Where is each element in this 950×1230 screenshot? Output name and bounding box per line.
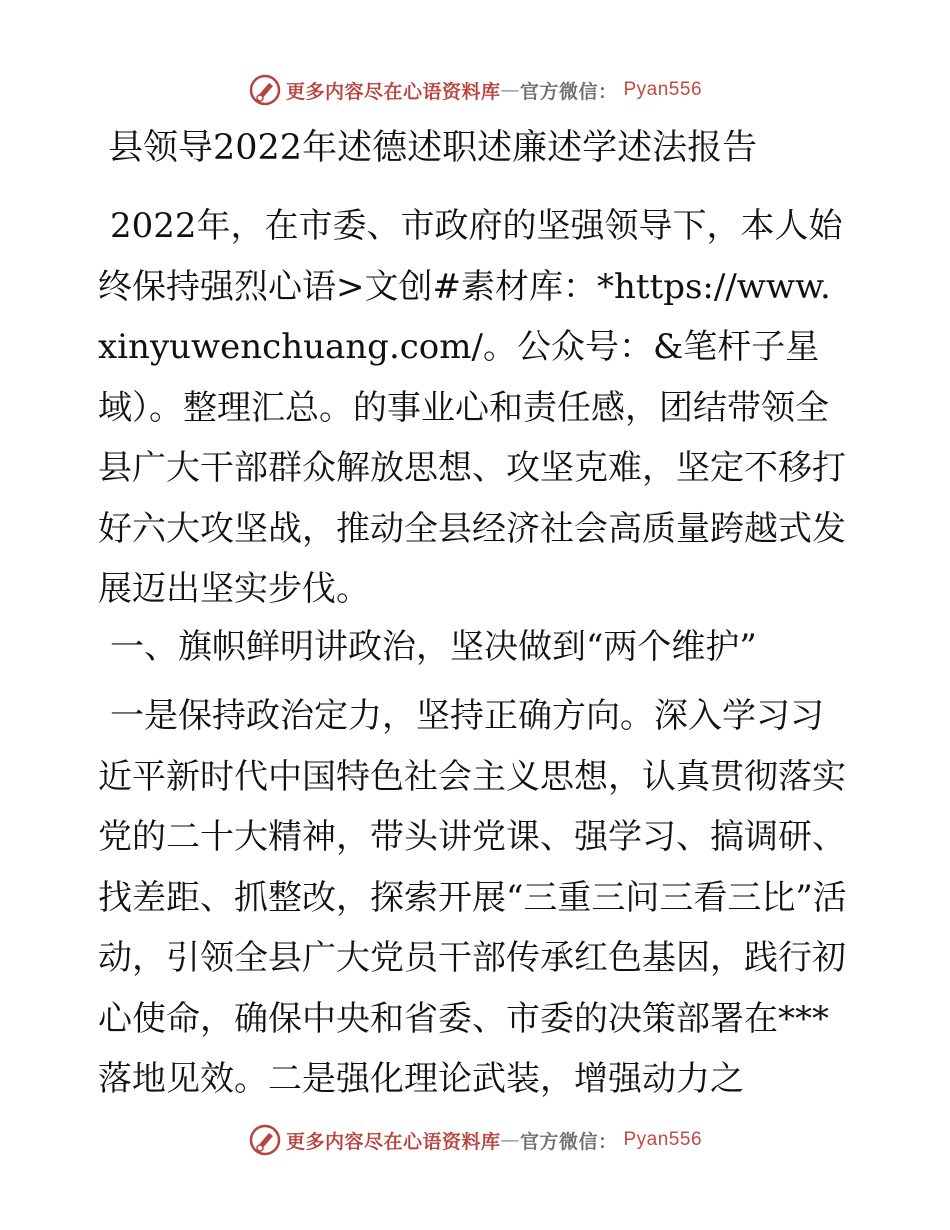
section-heading-1: 一、旗帜鲜明讲政治，坚决做到“两个维护” [110,627,757,667]
ink-pen-logo-icon [248,1123,282,1157]
body-paragraph-1: 2022年，在市委、市政府的坚强领导下，本人始终保持强烈心语>文创#素材库：*https://www.xinyuwenchuang.com/。公众号：&笔杆子星域）。整理汇总。的事业心和责任感，团结带领全县广大干部群众解放思想、攻坚克难，坚定不移打好六大攻坚战，推动全县经济社会高质量跨越式发展迈出坚实步伐。 [98,206,846,609]
ink-pen-logo-icon [248,73,282,107]
watermark-wechat-id: Pyan556 [623,79,703,100]
watermark-wechat-id: Pyan556 [623,1129,703,1150]
header-watermark [0,70,950,110]
watermark-dash: — [500,79,520,101]
document-title: 县领导2022年述德述职述廉述学述法报告 [108,128,758,168]
body-paragraph-2: 一是保持政治定力，坚持正确方向。深入学习习近平新时代中国特色社会主义思想，认真贯彻落实党的二十大精神，带头讲党课、强学习、搞调研、找差距、抓整改，探索开展“三重三问三看三比”活动，引领全县广大党员干部传承红色基因，践行初心使命，确保中央和省委、市委的决策部署在***落地见效。二是强化理论武装，增强动力之 [98,696,847,1099]
watermark-wechat-label: 官方微信： [519,80,618,103]
watermark-source-text: 更多内容尽在心语资料库 [285,80,501,103]
watermark-wechat-label: 官方微信： [519,1130,618,1153]
watermark-source-text: 更多内容尽在心语资料库 [285,1130,501,1153]
watermark-dash: — [500,1129,520,1151]
footer-watermark [0,1120,950,1160]
